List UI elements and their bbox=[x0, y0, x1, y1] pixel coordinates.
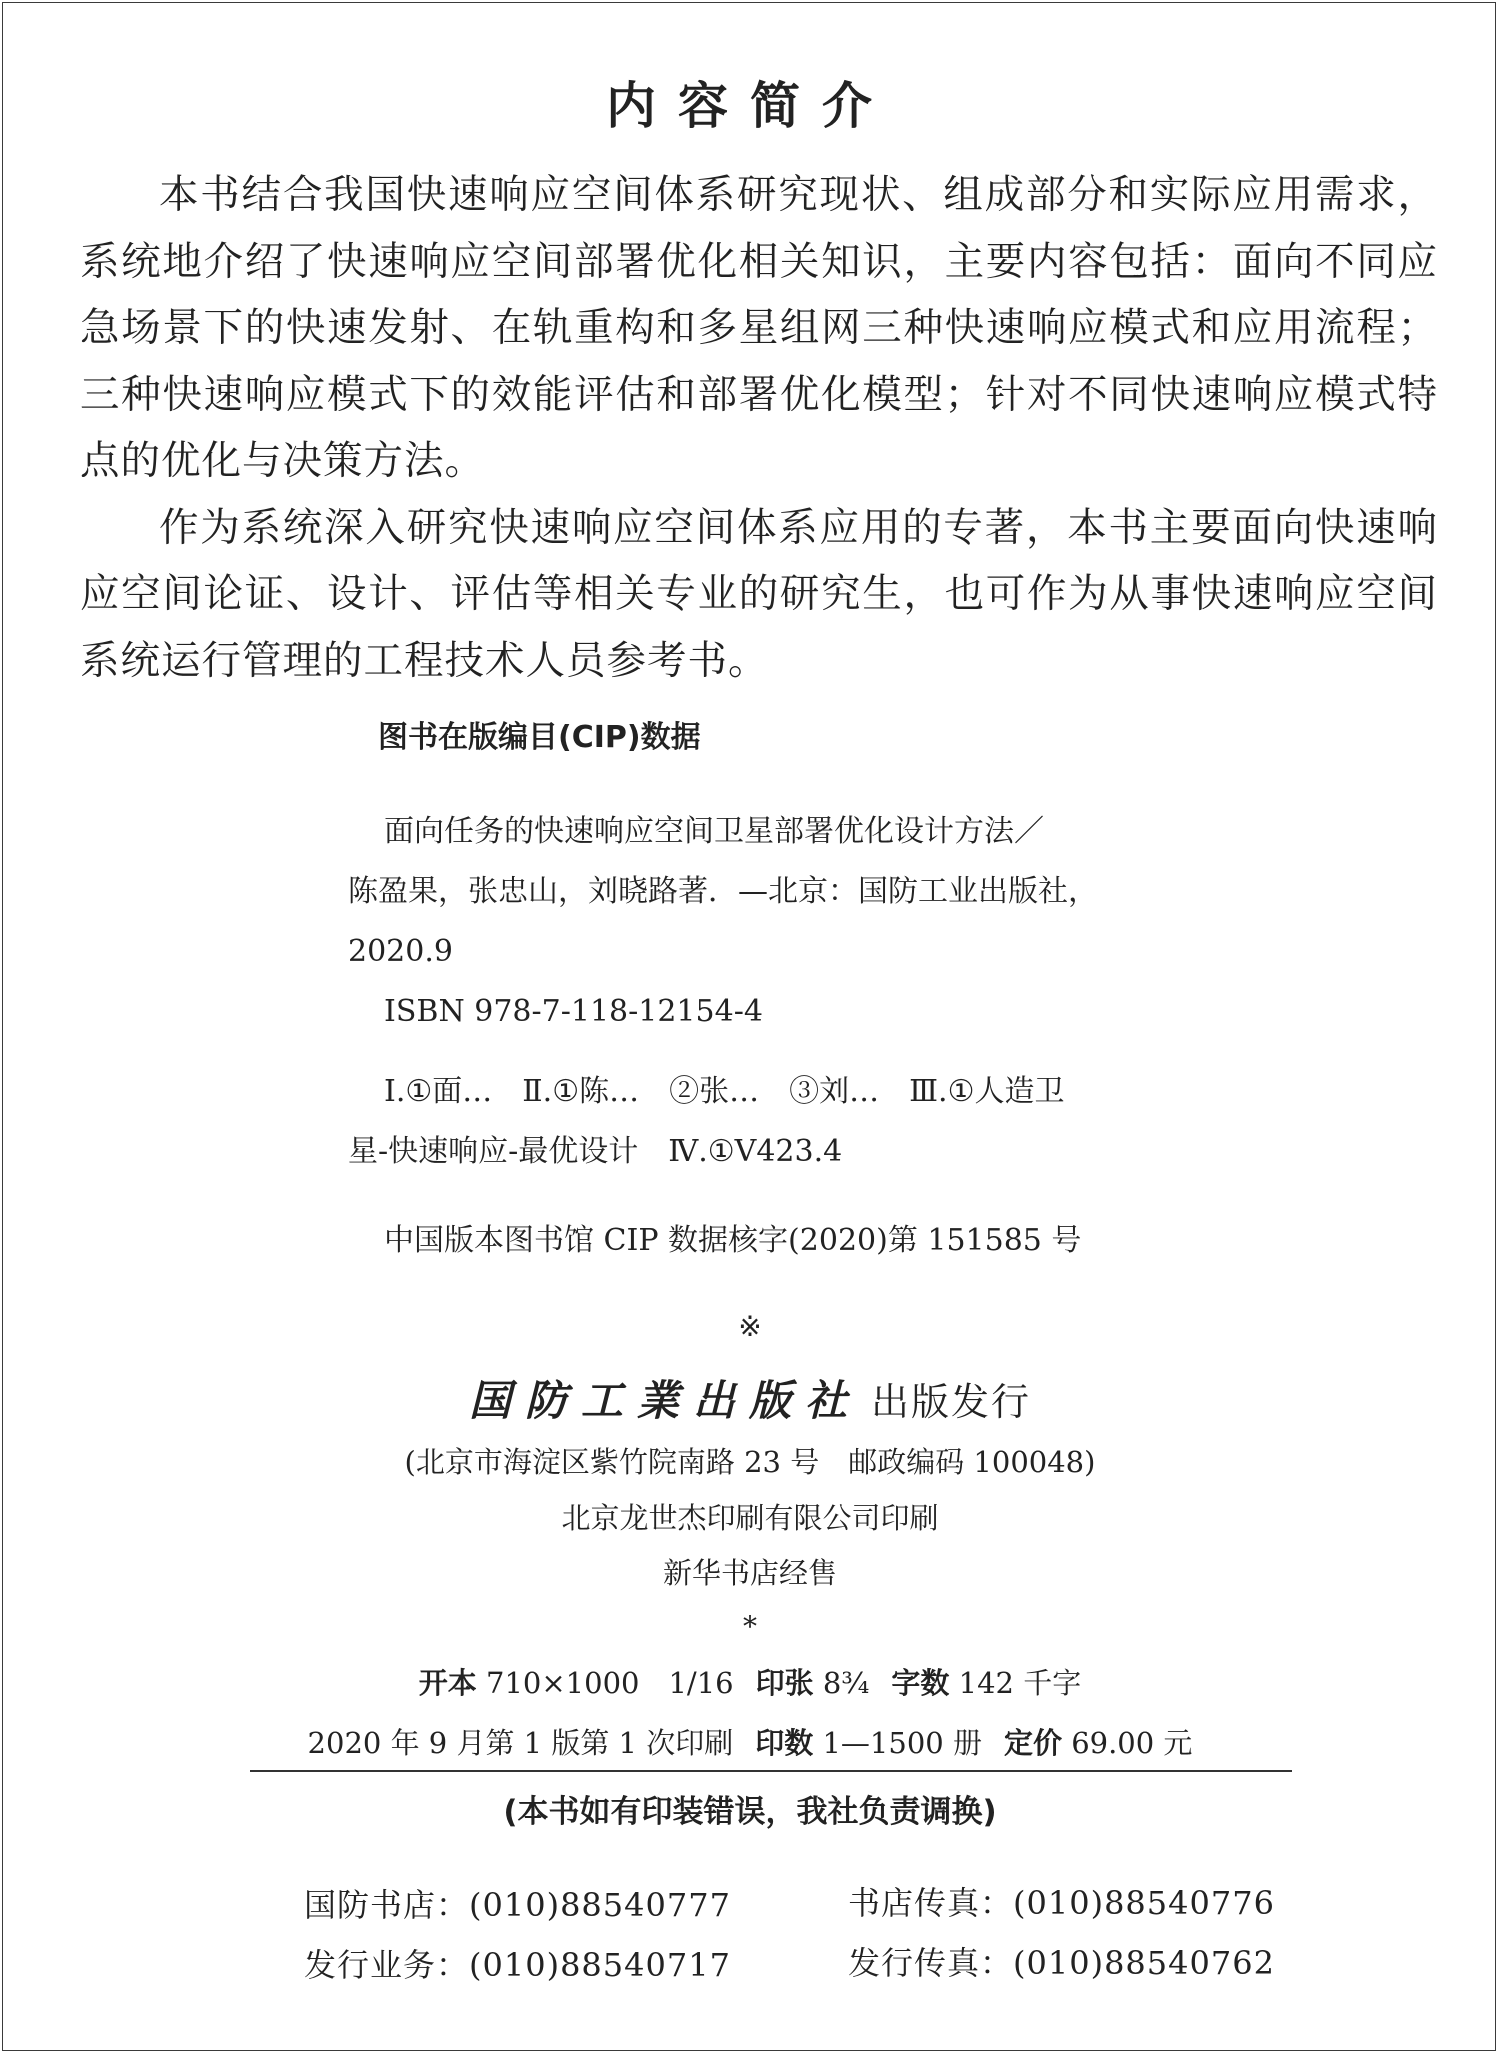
publisher-line bbox=[0, 1368, 1500, 1428]
intro-paragraph: 本书结合我国快速响应空间体系研究现状、组成部分和实际应用需求，系统地介绍了快速响应空间部署优化相关知识，主要内容包括：面向不同应急场景下的快速发射、在轨重构和多星组网三种快速响应模式和应用流程；三种快速响应模式下的效能评估和部署优化模型；针对不同快速响应模式特点的优化与决策方法。 bbox=[80, 172, 1438, 484]
cip-entry-line: 陈盈果，张忠山，刘晓路著．—北京：国防工业出版社， bbox=[348, 874, 1098, 909]
contact-label: 发行业务： bbox=[304, 1946, 470, 1984]
publisher-address: (北京市海淀区紫竹院南路 23 号 邮政编码 100048) bbox=[404, 1445, 1096, 1479]
cip-isbn: ISBN 978-7-118-12154-4 bbox=[384, 994, 763, 1029]
spec-label: 开本 bbox=[418, 1666, 477, 1700]
spec-label: 字数 bbox=[891, 1666, 950, 1700]
edition-label: 定价 bbox=[1003, 1726, 1062, 1760]
edition-value: 2020 年 9 月第 1 版第 1 次印刷 bbox=[307, 1726, 734, 1760]
seller: 新华书店经售 bbox=[662, 1556, 837, 1590]
contact-label: 发行传真： bbox=[848, 1944, 1014, 1982]
replacement-notice: (本书如有印装错误，我社负责调换) bbox=[503, 1794, 997, 1830]
edition-value: 1—1500 册 bbox=[822, 1726, 982, 1760]
intro-paragraph: 作为系统深入研究快速响应空间体系应用的专著，本书主要面向快速响应空间论证、设计、评估等相关专业的研究生，也可作为从事快速响应空间系统运行管理的工程技术人员参考书。 bbox=[80, 504, 1438, 684]
cip-class-line: Ⅰ.①面… Ⅱ.①陈… ②张… ③刘… Ⅲ.①人造卫 bbox=[384, 1074, 1065, 1109]
contact-phone: (010)88540777 bbox=[469, 1886, 731, 1924]
contact-label: 国防书店： bbox=[304, 1886, 470, 1924]
star-mark: * bbox=[743, 1610, 757, 1643]
printer: 北京龙世杰印刷有限公司印刷 bbox=[561, 1501, 939, 1535]
spec-value: 142 千字 bbox=[958, 1666, 1082, 1700]
publisher-logo: 国防工業出版社 bbox=[468, 1376, 861, 1425]
divider-line bbox=[250, 1770, 1292, 1772]
cip-check-number: 中国版本图书馆 CIP 数据核字(2020)第 151585 号 bbox=[384, 1223, 1082, 1258]
reference-mark: ※ bbox=[738, 1310, 762, 1343]
edition-info bbox=[0, 1721, 1500, 1762]
edition-value: 69.00 元 bbox=[1071, 1726, 1193, 1760]
spec-value: 710×1000 1/16 bbox=[486, 1666, 734, 1700]
contact-label: 书店传真： bbox=[848, 1884, 1014, 1922]
cip-entry bbox=[348, 802, 1168, 1042]
book-specs bbox=[0, 1661, 1500, 1702]
spec-label: 印张 bbox=[755, 1666, 814, 1700]
spec-value: 8¾ bbox=[822, 1666, 870, 1700]
intro-body bbox=[80, 162, 1438, 694]
cip-entry-line: 面向任务的快速响应空间卫星部署优化设计方法／ bbox=[384, 814, 1044, 849]
intro-title: 内容简介 bbox=[606, 77, 894, 135]
publisher-suffix: 出版发行 bbox=[871, 1380, 1032, 1424]
cip-entry-line: 2020.9 bbox=[348, 934, 453, 969]
cip-classification bbox=[348, 1062, 1168, 1182]
contact-distribution-fax bbox=[848, 1938, 1275, 1984]
contact-phone: (010)88540776 bbox=[1013, 1884, 1275, 1922]
cip-class-line: 星-快速响应-最优设计 Ⅳ.①V423.4 bbox=[348, 1134, 843, 1169]
contact-phone: (010)88540717 bbox=[469, 1946, 731, 1984]
contact-distribution bbox=[304, 1940, 731, 1986]
contact-bookstore-fax bbox=[848, 1878, 1275, 1924]
edition-label: 印数 bbox=[755, 1726, 814, 1760]
cip-heading: 图书在版编目(CIP)数据 bbox=[378, 720, 701, 755]
contact-bookstore bbox=[304, 1880, 731, 1926]
contact-phone: (010)88540762 bbox=[1013, 1944, 1275, 1982]
